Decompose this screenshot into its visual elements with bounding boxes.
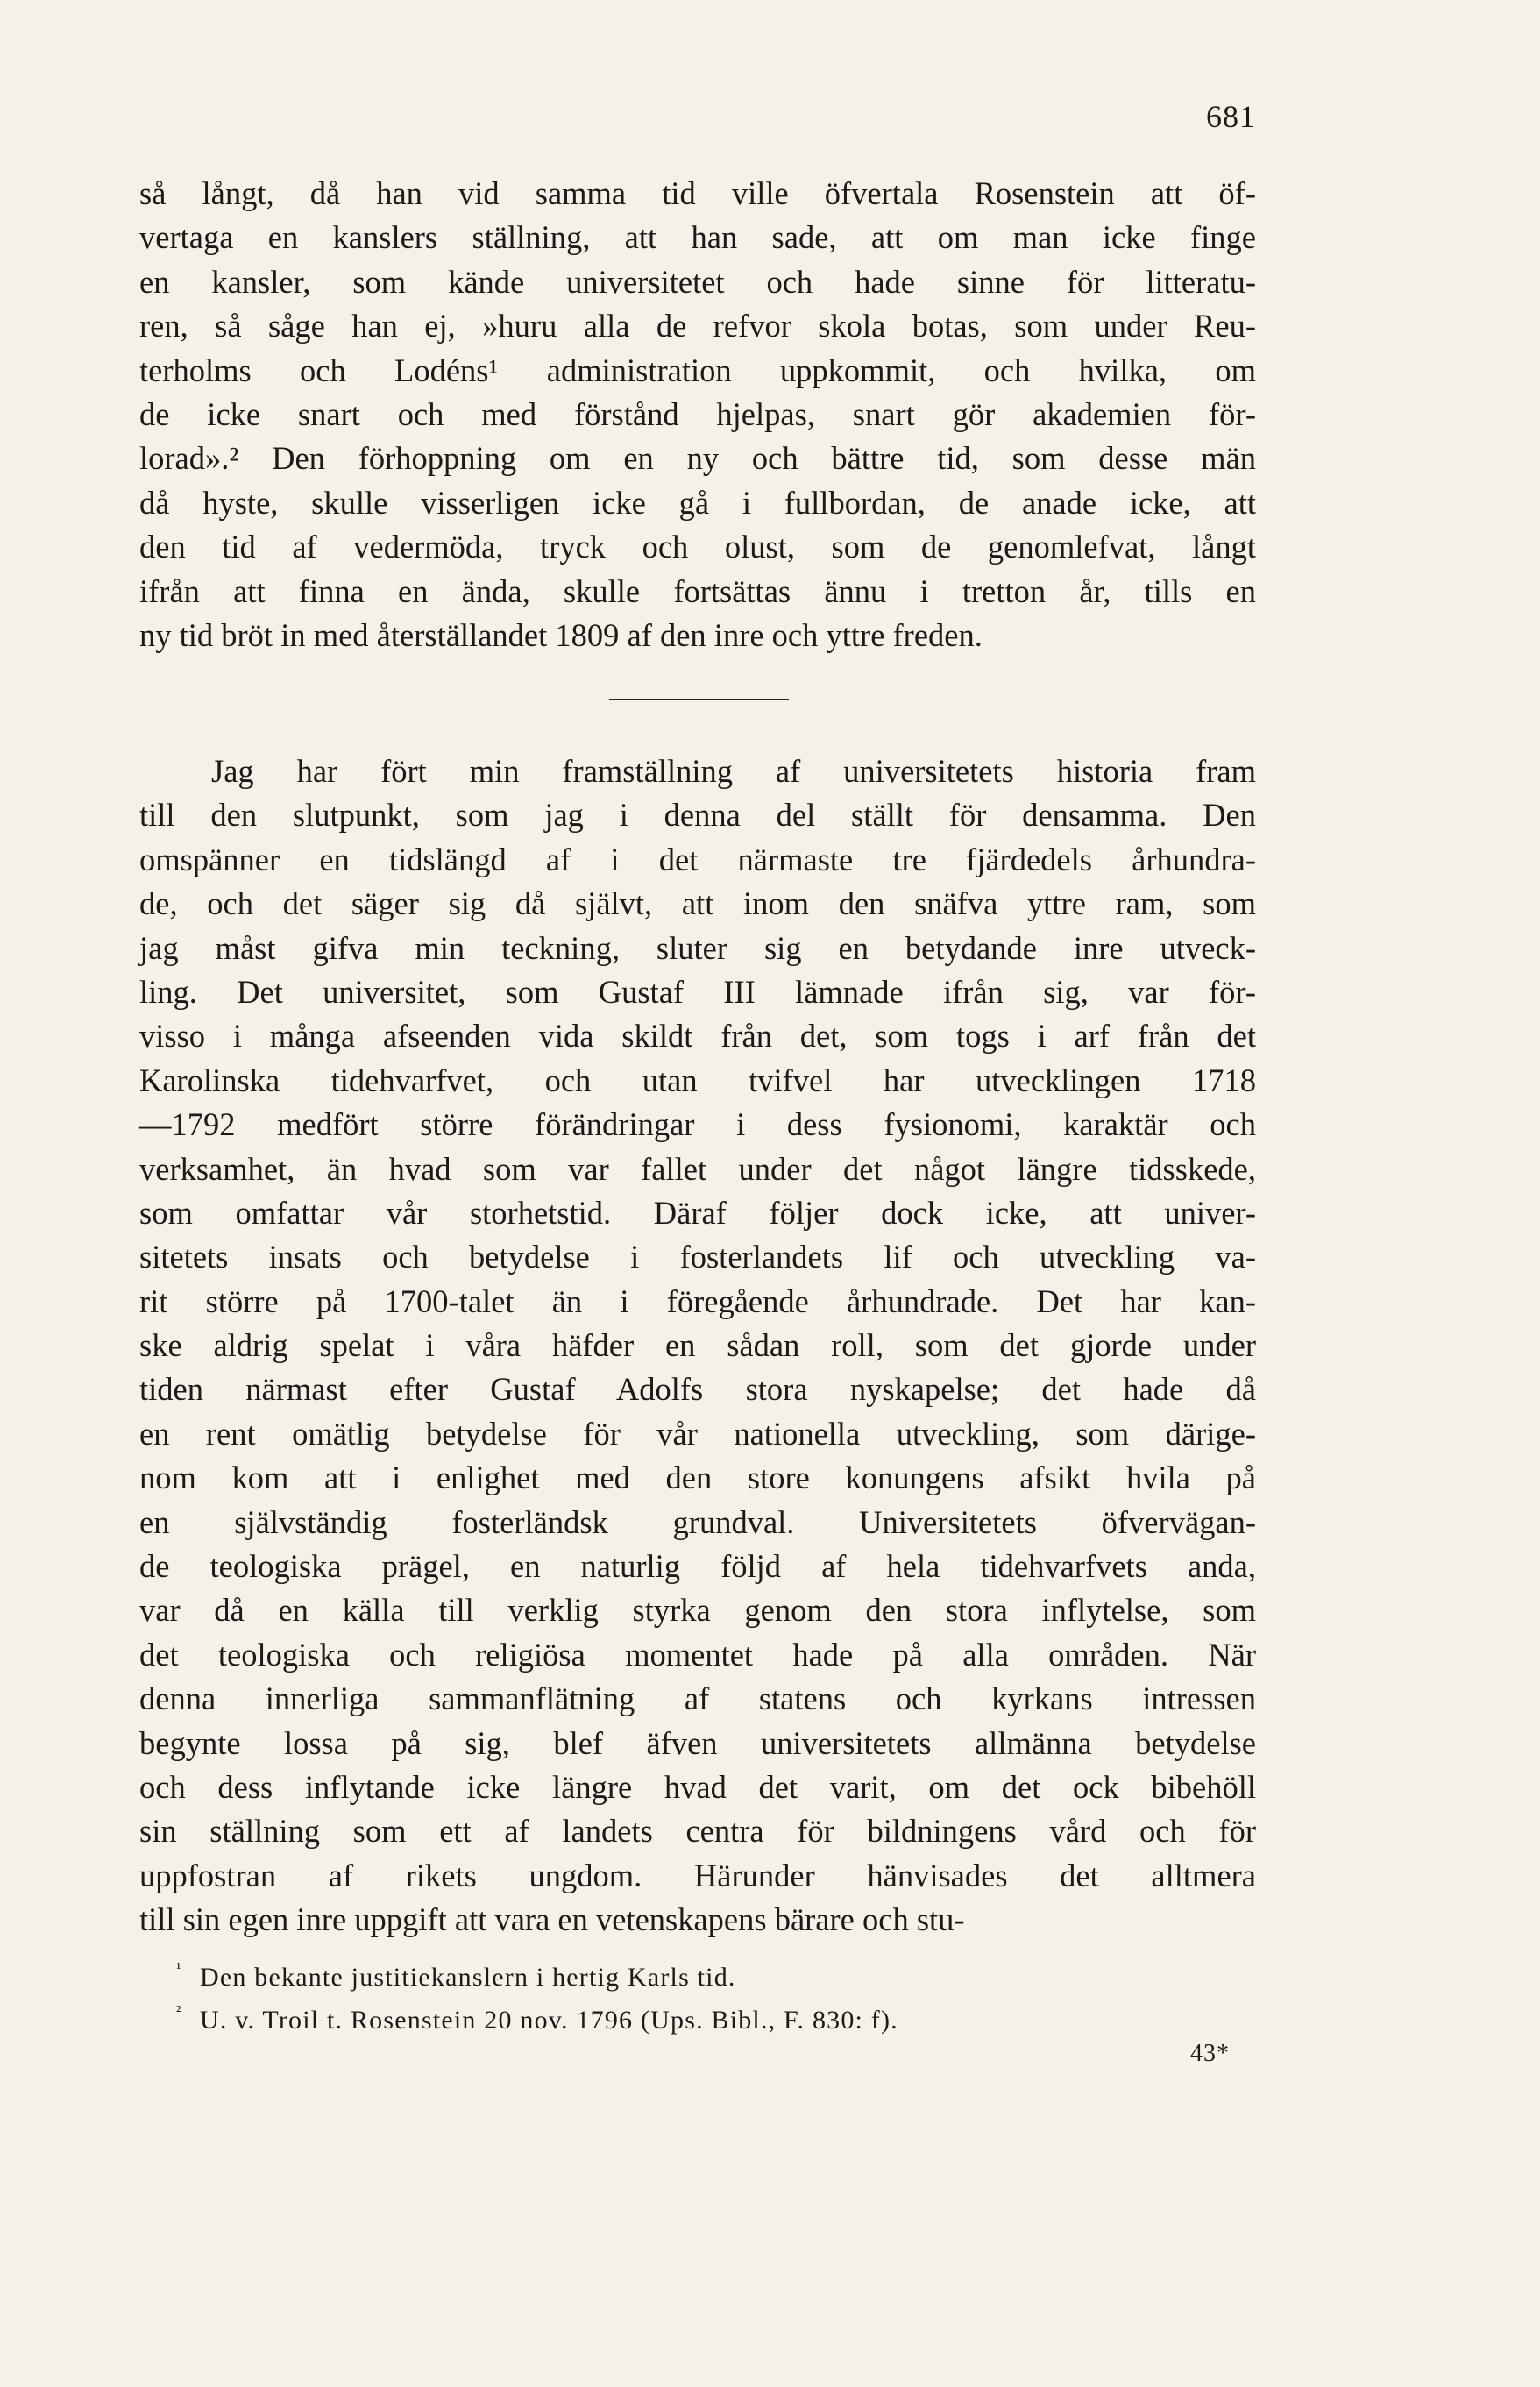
text-line: och dess inflytande icke längre hvad det varit, om det ock bibehöll [139, 1768, 1256, 1805]
text-line: verksamhet, än hvad som var fallet under det något längre tidsskede, [139, 1150, 1256, 1187]
text-line: ling. Det universitet, som Gustaf III lämnade ifrån sig, var för- [139, 973, 1256, 1010]
text-line: begynte lossa på sig, blef äfven universitetets allmänna betydelse [139, 1724, 1256, 1761]
text-line: vertaga en kanslers ställning, att han sade, att om man icke finge [139, 219, 1256, 256]
text-line: en självständig fosterländsk grundval. Universitetets öfvervägan- [139, 1503, 1256, 1540]
footnote-text: Den bekante justitiekanslern i hertig Karls tid. [200, 1963, 736, 1992]
text-line: omspänner en tidslängd af i det närmaste tre fjärdedels århundra- [139, 841, 1256, 877]
text-line: visso i många afseenden vida skildt från det, som togs i arf från det [139, 1018, 1256, 1055]
text-line: var då en källa till verklig styrka genom den stora inflytelse, som [139, 1592, 1256, 1629]
page-number: 681 [1206, 99, 1256, 134]
text-line: ren, så såge han ej, »huru alla de refvor skola botas, som under Reu- [139, 308, 1256, 345]
text-line: —1792 medfört större förändringar i dess fysionomi, karaktär och [139, 1106, 1256, 1143]
footnotes [139, 1956, 1256, 2042]
text-line: det teologiska och religiösa momentet hade på alla områden. När [139, 1636, 1256, 1673]
text-line: jag måst gifva min teckning, sluter sig en betydande inre utveck- [139, 929, 1256, 966]
text-line: ifrån att finna en ända, skulle fortsättas ännu i tretton år, tills en [139, 572, 1256, 609]
footnote [139, 1999, 1256, 2042]
text-line: då hyste, skulle visserligen icke gå i fullbordan, de anade icke, att [139, 484, 1256, 521]
text-line: en rent omätlig betydelse för vår nationella utveckling, som därige- [139, 1415, 1256, 1452]
text-line: så långt, då han vid samma tid ville öfvertala Rosenstein att öf- [139, 175, 1256, 211]
signature-mark: 43* [1190, 2040, 1230, 2067]
footnote-text: U. v. Troil t. Rosenstein 20 nov. 1796 (Ups. Bibl., F. 830: f). [200, 2006, 898, 2035]
footnote-mark: ¹ [176, 1959, 182, 1977]
text-line: denna innerliga sammanflätning af statens och kyrkans intressen [139, 1680, 1256, 1717]
section-divider [609, 699, 789, 700]
text-line: tiden närmast efter Gustaf Adolfs stora nyskapelse; det hade då [139, 1371, 1256, 1408]
text-line: som omfattar vår storhetstid. Däraf följer dock icke, att univer- [139, 1194, 1256, 1231]
text-line: nom kom att i enlighet med den store konungens afsikt hvila på [139, 1460, 1256, 1496]
text-line: Jag har fört min framställning af universitetets historia fram [211, 753, 1256, 789]
text-line: till sin egen inre uppgift att vara en vetenskapens bärare och stu- [139, 1901, 965, 1938]
text-line: Karolinska tidehvarfvet, och utan tvifvel har utvecklingen 1718 [139, 1062, 1256, 1098]
text-line: ny tid bröt in med återställandet 1809 af den inre och yttre freden. [139, 616, 983, 653]
text-line: lorad».² Den förhoppning om en ny och bättre tid, som desse män [139, 440, 1256, 477]
text-line: uppfostran af rikets ungdom. Härunder hänvisades det alltmera [139, 1857, 1256, 1893]
text-line: de icke snart och med förstånd hjelpas, snart gör akademien för- [139, 395, 1256, 432]
paragraph-1 [139, 172, 1256, 657]
paragraph-2 [139, 749, 1256, 1943]
text-line: en kansler, som kände universitetet och hade sinne för litteratu- [139, 263, 1256, 300]
text-line: de, och det säger sig då självt, att inom den snäfva yttre ram, som [139, 885, 1256, 922]
footnote-mark: ² [176, 2002, 182, 2020]
text-line: sitetets insats och betydelse i fosterlandets lif och utveckling va- [139, 1239, 1256, 1275]
text-line: den tid af vedermöda, tryck och olust, som de genomlefvat, långt [139, 529, 1256, 565]
text-line: ske aldrig spelat i våra häfder en sådan roll, som det gjorde under [139, 1327, 1256, 1364]
footnote [139, 1956, 1256, 1999]
text-line: terholms och Lodéns¹ administration uppkommit, och hvilka, om [139, 352, 1256, 388]
text-line: till den slutpunkt, som jag i denna del ställt för densamma. Den [139, 797, 1256, 834]
text-line: rit större på 1700-talet än i föregående århundrade. Det har kan- [139, 1282, 1256, 1319]
text-line: de teologiska prägel, en naturlig följd af hela tidehvarfvets anda, [139, 1548, 1256, 1585]
text-line: sin ställning som ett af landets centra för bildningens vård och för [139, 1813, 1256, 1850]
